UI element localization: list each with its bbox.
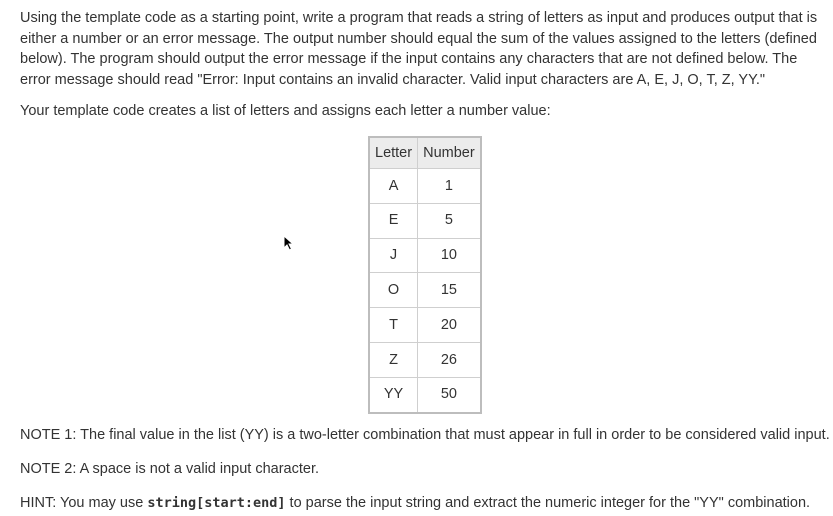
table-row xyxy=(369,203,481,238)
hint-suffix: to parse the input string and extract the numeric integer for the "YY" combination. xyxy=(285,495,811,511)
letter-column-header: Letter xyxy=(369,137,418,169)
template-sentence: Your template code creates a list of letters and assigns each letter a number value: xyxy=(20,103,551,119)
table-row xyxy=(369,308,481,343)
intro-paragraph: Using the template code as a starting point, write a program that reads a string of letters as input and produces output that is either a number or an error message. The output number should equal the sum of the values assigned to the letters (defined below). The program should output the error message if the input contains any characters that are not defined below. The error message should read "Error: Input contains an invalid character. Valid input characters are A, E, J, O, T, Z, YY." xyxy=(20,10,818,88)
letter-cell: J xyxy=(369,238,418,273)
letter-cell: T xyxy=(369,308,418,343)
hint-code: string[start:end] xyxy=(147,495,286,511)
table-row xyxy=(369,377,481,412)
number-cell: 20 xyxy=(418,308,481,343)
number-cell: 26 xyxy=(418,342,481,377)
table-row xyxy=(369,238,481,273)
table-row xyxy=(369,169,481,204)
letter-cell: A xyxy=(369,169,418,204)
number-cell: 50 xyxy=(418,377,481,412)
hint xyxy=(20,493,810,514)
letter-cell: E xyxy=(369,203,418,238)
table-header-row xyxy=(369,137,481,169)
mouse-pointer-icon xyxy=(283,235,295,251)
letter-cell: O xyxy=(369,273,418,308)
table-row xyxy=(369,273,481,308)
letter-cell: Z xyxy=(369,342,418,377)
number-cell: 15 xyxy=(418,273,481,308)
letter-value-table xyxy=(368,136,482,414)
hint-prefix: HINT: You may use xyxy=(20,495,148,511)
number-cell: 5 xyxy=(418,203,481,238)
table-row xyxy=(369,342,481,377)
number-cell: 10 xyxy=(418,238,481,273)
note-1: NOTE 1: The final value in the list (YY) is a two-letter combination that must appear in full in order to be considered valid input. xyxy=(20,427,830,443)
number-column-header: Number xyxy=(418,137,481,169)
note-2: NOTE 2: A space is not a valid input character. xyxy=(20,461,320,477)
number-cell: 1 xyxy=(418,169,481,204)
letter-cell: YY xyxy=(369,377,418,412)
